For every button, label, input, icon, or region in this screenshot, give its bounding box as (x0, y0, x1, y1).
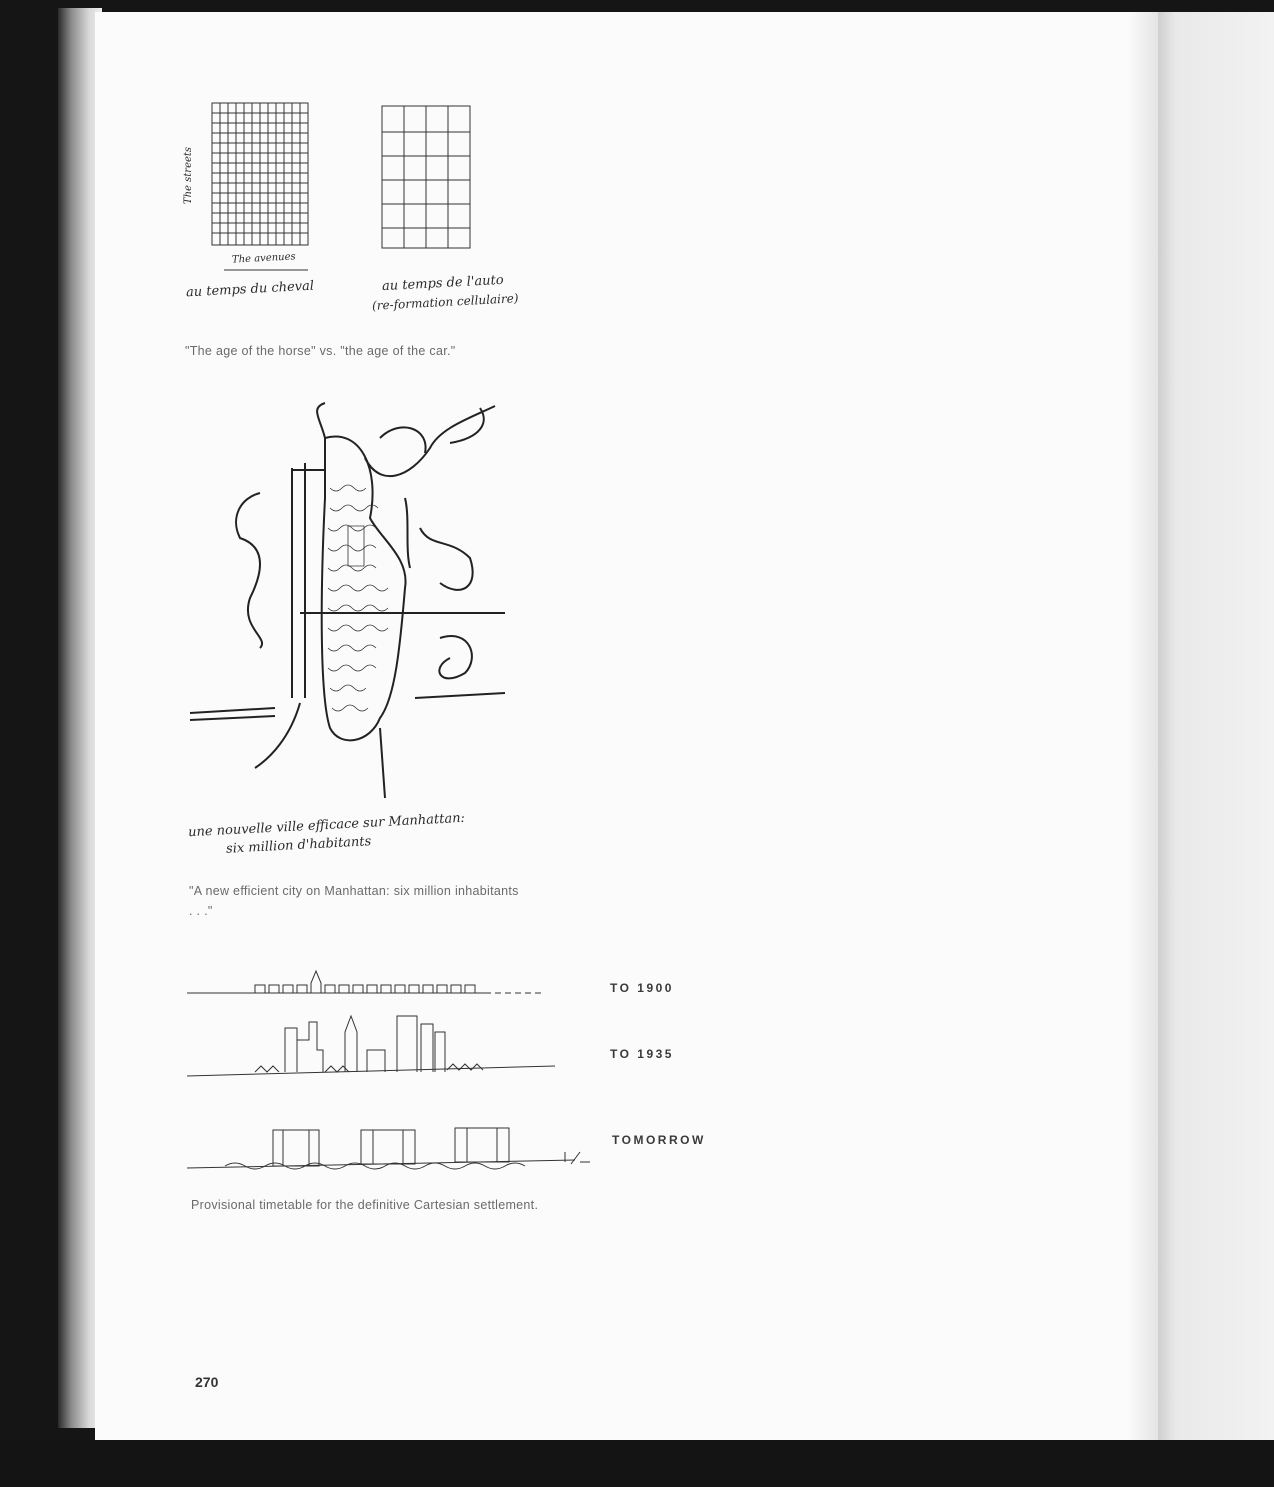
caption-manhattan: "A new efficient city on Manhattan: six million inhabitants . . ." (189, 884, 519, 918)
label-1900: TO 1900 (610, 981, 674, 995)
sketch-left-avenues: The avenues (231, 251, 296, 266)
handwritten-car-line2: (re-formation cellulaire) (371, 291, 519, 313)
car-age-sketch (372, 100, 482, 270)
caption-skylines: Provisional timetable for the definitive Cartesian settlement. (191, 1198, 539, 1212)
caption-horse-car: "The age of the horse" vs. "the age of the car." (185, 344, 456, 358)
skyline-1900 (185, 965, 545, 997)
bottom-background (0, 1440, 1274, 1487)
handwritten-manhattan-line1: une nouvelle ville efficace sur Manhattan: (187, 810, 466, 841)
horse-age-sketch (180, 95, 330, 275)
skyline-tomorrow (185, 1122, 605, 1172)
handwritten-car-line1: au temps de l'auto (381, 272, 504, 295)
handwritten-horse: au temps du cheval (185, 278, 315, 301)
label-tomorrow: TOMORROW (612, 1133, 706, 1147)
sketch-left-streets: The streets (183, 146, 195, 205)
manhattan-sketch (180, 398, 530, 803)
skyline-1935 (185, 1010, 560, 1080)
label-1935: TO 1935 (610, 1047, 674, 1061)
page-number: 270 (195, 1374, 219, 1390)
facing-page-edge (1158, 12, 1274, 1458)
handwritten-manhattan-line2: six million d'habitants (225, 834, 372, 857)
